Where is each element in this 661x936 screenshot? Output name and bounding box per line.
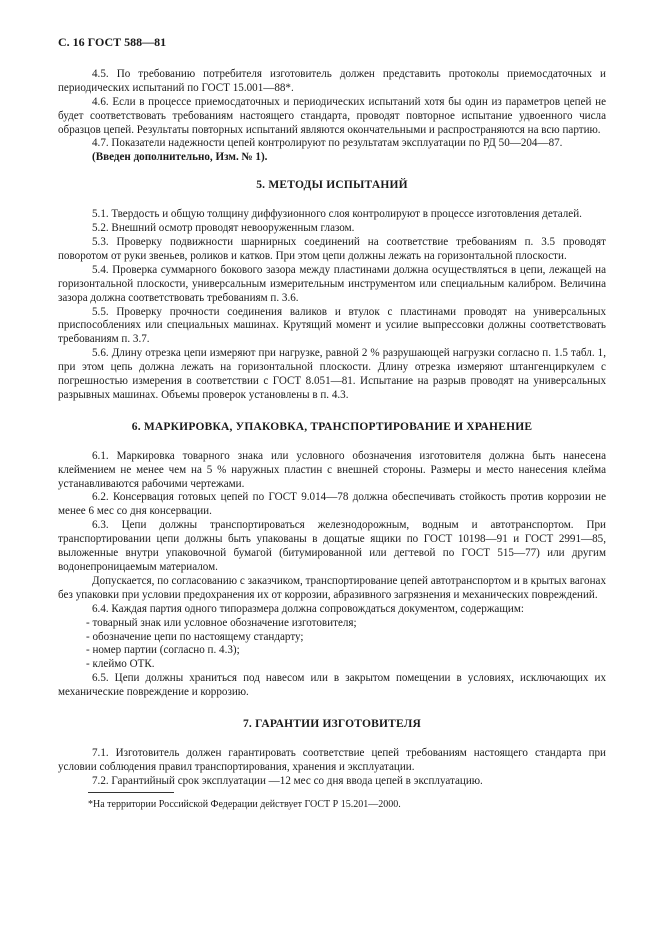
clause-5-5: 5.5. Проверку прочности соединения валиков и втулок с пластинами проводят на универсальных приспособлениях или специальных машинах. Крутящий момент и усилие выпрессовки должны соответствовать требованиям п. 3.7. (58, 305, 606, 346)
list-item: - номер партии (согласно п. 4.3); (86, 644, 240, 657)
clause-5-1: 5.1. Твердость и общую толщину диффузионного слоя контролируют в процессе изготовления деталей. (92, 208, 582, 221)
footnote-divider (88, 792, 174, 793)
clause-6-3-continued: Допускается, по согласованию с заказчиком, транспортирование цепей автотранспортом и в крытых вагонах без упаковки при условии предохранения их от коррозии, абразивного загрязнения и механических повреждений. (58, 574, 606, 601)
document-page (58, 36, 606, 811)
clause-6-4: 6.4. Каждая партия одного типоразмера должна сопровождаться документом, содержащим: (92, 602, 524, 615)
clause-4-6: 4.6. Если в процессе приемосдаточных и периодических испытаний хотя бы один из параметров цепей не будет соответствовать требованиям настоящего стандарта, проводят повторное испытание удвоенного числа образцов цепей. Результаты повторных испытаний являются окончательными и распространяются на всю партию. (58, 95, 606, 136)
clause-4-7: 4.7. Показатели надежности цепей контролируют по результатам эксплуатации по РД 50—204—87. (92, 137, 563, 150)
list-item: - клеймо ОТК. (86, 658, 155, 671)
clause-6-3: 6.3. Цепи должны транспортироваться железнодорожным, водным и автотранспортом. При транспортировании цепи должны быть упакованы в дощатые ящики по ГОСТ 10198—91 и ГОСТ 2991—85, выложенные внутри упаковочной бумагой (битумированной или дегтевой по ГОСТ 515—77) или другим водонепроницаемым материалом. (58, 519, 606, 573)
clause-6-1: 6.1. Маркировка товарного знака или условного обозначения изготовителя должна быть нанесена клеймением не менее чем на 5 % наружных пластин с внешней стороны. Размеры и место нанесения клейма устанавливаются рабочими чертежами. (58, 449, 606, 490)
clause-5-3: 5.3. Проверку подвижности шарнирных соединений на соответствие требованиям п. 3.5 проводят поворотом от руки звеньев, роликов и катков. При этом цепи должны лежать на горизонтальной плоскости. (58, 235, 606, 262)
amendment-note: (Введен дополнительно, Изм. № 1). (92, 151, 268, 164)
section-5-title: 5. МЕТОДЫ ИСПЫТАНИЙ (256, 179, 408, 192)
section-6-title: 6. МАРКИРОВКА, УПАКОВКА, ТРАНСПОРТИРОВАНИЕ И ХРАНЕНИЕ (131, 420, 533, 433)
list-item: - обозначение цепи по настоящему стандарту; (86, 630, 304, 643)
clause-7-1: 7.1. Изготовитель должен гарантировать соответствие цепей требованиям настоящего стандарта при условии соблюдения правил транспортирования, хранения и эксплуатации. (58, 746, 606, 773)
clause-6-2: 6.2. Консервация готовых цепей по ГОСТ 9.014—78 должна обеспечивать стойкость против коррозии не менее 6 мес со дня консервации. (58, 491, 606, 518)
clause-4-5: 4.5. По требованию потребителя изготовитель должен представить протоколы приемосдаточных и периодических испытаний по ГОСТ 15.001—88*. (58, 67, 606, 94)
section-7-title: 7. ГАРАНТИИ ИЗГОТОВИТЕЛЯ (242, 718, 422, 731)
footnote: *На территории Российской Федерации действует ГОСТ Р 15.201—2000. (88, 798, 401, 810)
clause-5-6: 5.6. Длину отрезка цепи измеряют при нагрузке, равной 2 % разрушающей нагрузки согласно п. 1.5 табл. 1, при этом цепь должна лежать на горизонтальной плоскости. Длину отрезка измеряют штангенциркулем с погрешностью измерения в соответствии с ГОСТ 8.051—81. Испытание на разрыв проводят на универсальных разрывных машинах. Объемы проверок установлены в п. 4.3. (58, 347, 606, 401)
clause-6-5: 6.5. Цепи должны храниться под навесом или в закрытом помещении в условиях, исключающих их механические повреждение и коррозию. (58, 672, 606, 699)
clause-7-2: 7.2. Гарантийный срок эксплуатации —12 мес со дня ввода цепей в эксплуатацию. (92, 774, 483, 787)
clause-5-4: 5.4. Проверка суммарного бокового зазора между пластинами должна осуществляться в цепи, лежащей на горизонтальной плоскости, универсальным измерительным инструментом или специальным калибром. Величина зазора должна соответствовать требованиям п. 3.6. (58, 263, 606, 304)
list-item: - товарный знак или условное обозначение изготовителя; (86, 616, 357, 629)
clause-5-2: 5.2. Внешний осмотр проводят невооруженным глазом. (92, 222, 355, 235)
running-head: С. 16 ГОСТ 588—81 (58, 35, 167, 49)
